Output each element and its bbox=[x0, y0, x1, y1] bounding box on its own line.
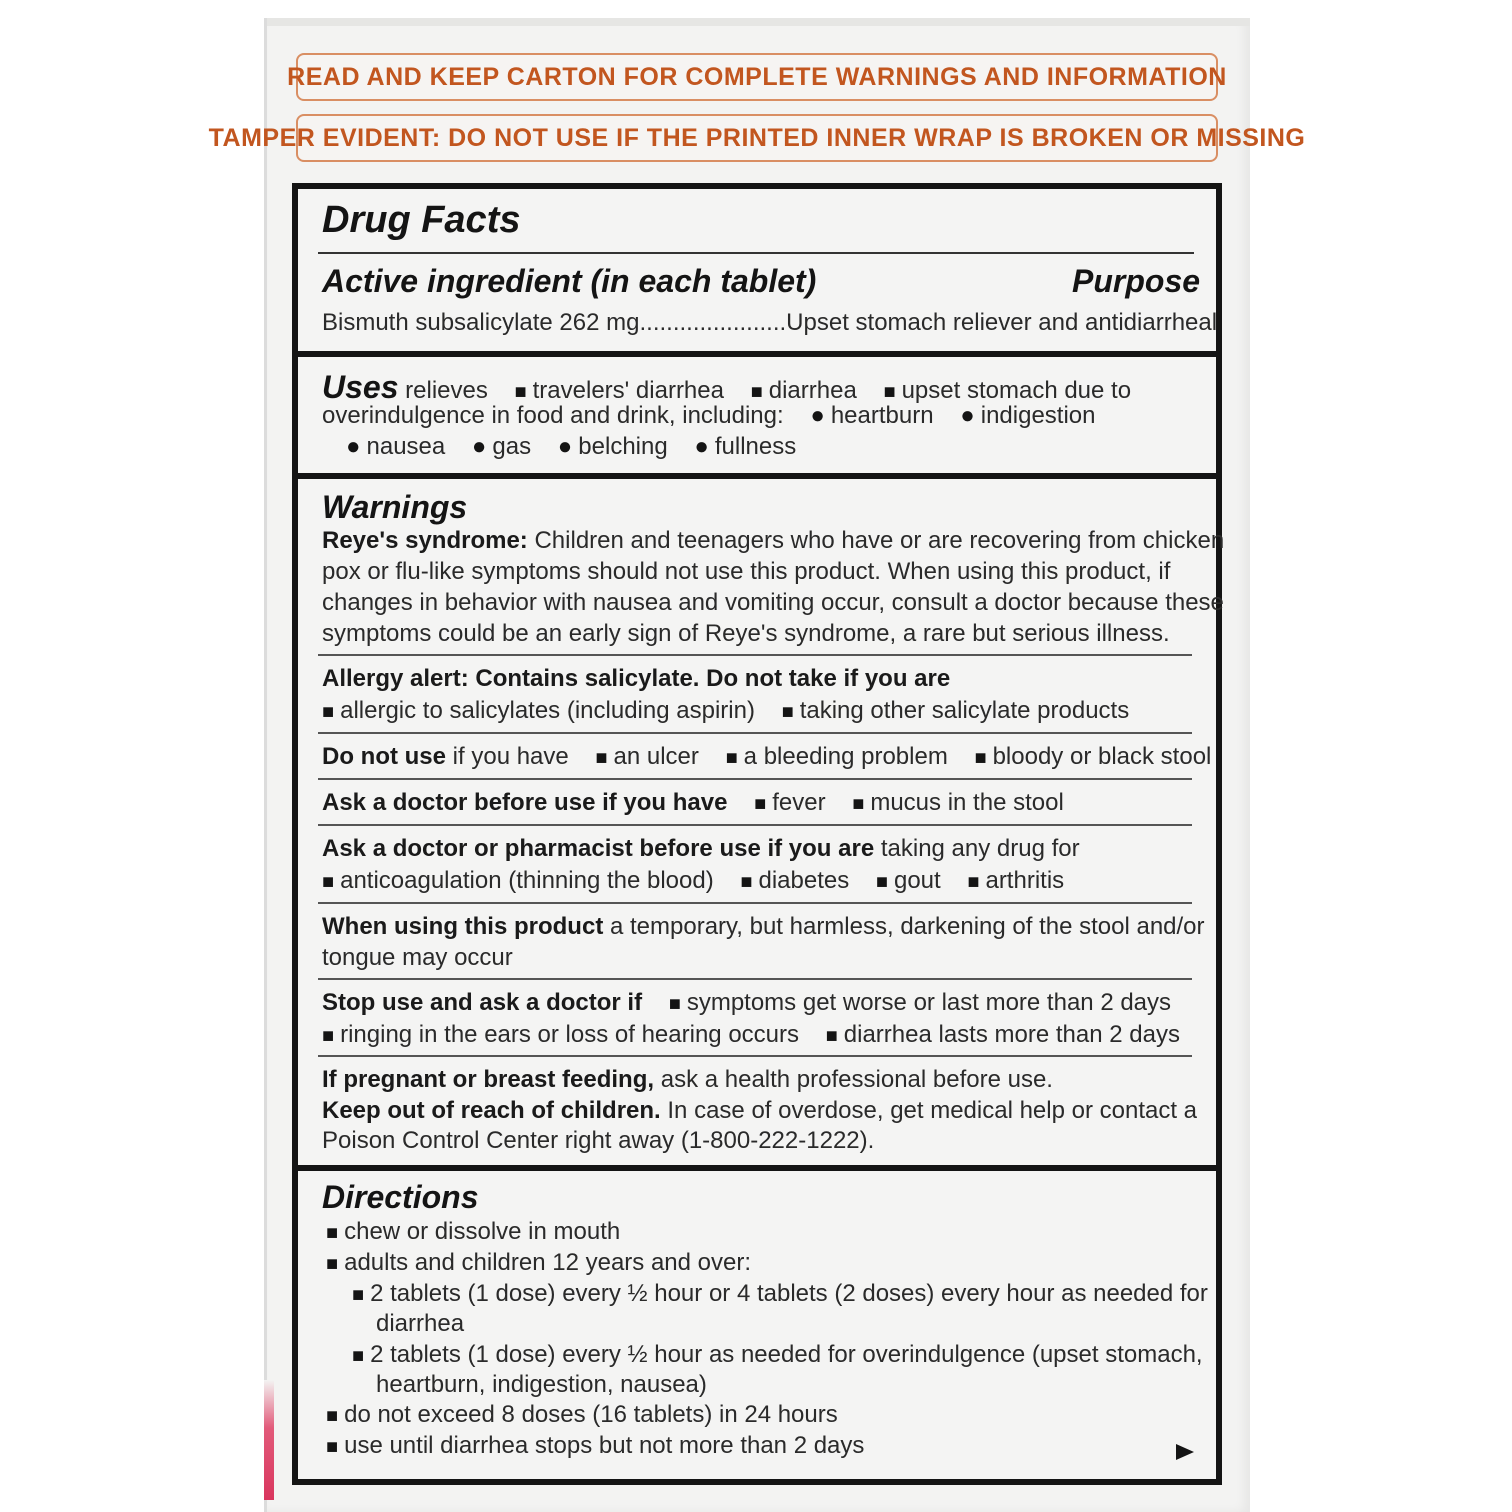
ask-doctor-label: Ask a doctor before use if you have bbox=[322, 789, 728, 816]
uses-item: belching bbox=[578, 433, 668, 460]
ask-pharmacist-line-2 bbox=[322, 866, 1064, 897]
warnings-heading: Warnings bbox=[322, 489, 468, 525]
direction-text: use until diarrhea stops but not more than 2 days bbox=[344, 1432, 865, 1459]
keep-out-line-2: Poison Control Center right away (1-800-222-1222). bbox=[322, 1127, 875, 1154]
do-not-use-item: a bleeding problem bbox=[743, 743, 948, 770]
uses-line-2 bbox=[322, 401, 1096, 431]
bullet-square-icon: ■ bbox=[595, 747, 608, 769]
active-ingredient-line: Bismuth subsalicylate 262 mg......................Upset stomach reliever and antidiarrheal bbox=[322, 309, 1218, 336]
ask-doctor-item: mucus in the stool bbox=[870, 789, 1064, 816]
bullet-square-icon: ■ bbox=[825, 1025, 838, 1047]
ask-doctor-item: fever bbox=[772, 789, 826, 816]
ask-pharmacist-line-1 bbox=[322, 834, 1080, 864]
reye-line-4: symptoms could be an early sign of Reye's syndrome, a rare but serious illness. bbox=[322, 620, 1170, 647]
uses-item: nausea bbox=[366, 433, 446, 460]
bullet-square-icon: ■ bbox=[852, 793, 865, 815]
reye-text: Children and teenagers who have or are recovering from chicken bbox=[534, 527, 1225, 554]
bullet-dot-icon: ● bbox=[557, 433, 573, 460]
direction-subitem bbox=[352, 1279, 1208, 1310]
bullet-dot-icon: ● bbox=[346, 433, 361, 460]
reye-line-2: pox or flu-like symptoms should not use this product. When using this product, if bbox=[322, 558, 1171, 585]
bullet-square-icon: ■ bbox=[322, 1025, 335, 1047]
ask-pharmacist-label: Ask a doctor or pharmacist before use if you are bbox=[322, 835, 875, 862]
bullet-square-icon: ■ bbox=[781, 701, 794, 723]
banner-text: READ AND KEEP CARTON FOR COMPLETE WARNINGS AND INFORMATION bbox=[287, 62, 1227, 91]
direction-text: chew or dissolve in mouth bbox=[344, 1218, 621, 1245]
stop-use-item: diarrhea lasts more than 2 days bbox=[843, 1021, 1180, 1048]
bullet-square-icon: ■ bbox=[326, 1253, 339, 1275]
bullet-square-icon: ■ bbox=[326, 1436, 339, 1458]
uses-item: travelers' diarrhea bbox=[532, 377, 724, 404]
bullet-dot-icon: ● bbox=[694, 433, 709, 460]
when-using-label: When using this product bbox=[322, 913, 604, 940]
do-not-use-item: an ulcer bbox=[613, 743, 699, 770]
warnings-divider bbox=[318, 732, 1192, 734]
direction-item bbox=[326, 1400, 838, 1431]
bullet-square-icon: ■ bbox=[740, 871, 753, 893]
keep-out-line-1 bbox=[322, 1096, 1197, 1126]
allergy-alert-label: Allergy alert: Contains salicylate. Do not take if you are bbox=[322, 665, 951, 692]
uses-item: fullness bbox=[714, 433, 797, 460]
purpose-heading: Purpose bbox=[1072, 263, 1201, 299]
bullet-dot-icon: ● bbox=[471, 433, 487, 460]
direction-item bbox=[326, 1248, 751, 1279]
ask-pharmacist-item: anticoagulation (thinning the blood) bbox=[340, 867, 714, 894]
warnings-divider bbox=[318, 902, 1192, 904]
bullet-dot-icon: ● bbox=[960, 402, 975, 429]
continue-arrow-icon bbox=[1176, 1444, 1194, 1460]
warnings-divider bbox=[318, 654, 1192, 656]
do-not-use-label: Do not use bbox=[322, 743, 446, 770]
stop-use-item: ringing in the ears or loss of hearing occurs bbox=[340, 1021, 799, 1048]
direction-text: 2 tablets (1 dose) every ½ hour as needed for overindulgence (upset stomach, bbox=[370, 1341, 1203, 1368]
stop-use-label: Stop use and ask a doctor if bbox=[322, 989, 643, 1016]
warnings-divider bbox=[318, 824, 1192, 826]
section-divider bbox=[298, 473, 1216, 479]
title-underline bbox=[318, 252, 1194, 254]
do-not-use-line bbox=[322, 742, 1211, 773]
keep-out-text: In case of overdose, get medical help or contact a bbox=[667, 1097, 1198, 1124]
uses-item: diarrhea bbox=[768, 377, 857, 404]
bullet-square-icon: ■ bbox=[514, 381, 527, 403]
ask-pharmacist-text: taking any drug for bbox=[880, 835, 1080, 862]
bullet-square-icon: ■ bbox=[326, 1405, 339, 1427]
directions-heading: Directions bbox=[322, 1179, 479, 1215]
drug-facts-title: Drug Facts bbox=[322, 199, 521, 241]
uses-heading: Uses bbox=[322, 369, 399, 405]
warnings-divider bbox=[318, 1055, 1192, 1057]
uses-text: overindulgence in food and drink, including: bbox=[322, 402, 784, 429]
pregnant-text: ask a health professional before use. bbox=[660, 1066, 1053, 1093]
bullet-square-icon: ■ bbox=[668, 993, 681, 1015]
uses-item: heartburn bbox=[830, 402, 934, 429]
section-divider bbox=[298, 351, 1216, 357]
reye-line-3: changes in behavior with nausea and vomiting occur, consult a doctor because these bbox=[322, 589, 1224, 616]
carton-side-edge bbox=[264, 1380, 274, 1500]
allergy-items bbox=[322, 696, 1129, 727]
stop-use-line-1 bbox=[322, 988, 1171, 1019]
allergy-item: allergic to salicylates (including aspirin) bbox=[340, 697, 755, 724]
banner-text: TAMPER EVIDENT: DO NOT USE IF THE PRINTED INNER WRAP IS BROKEN OR MISSING bbox=[208, 123, 1306, 152]
ask-pharmacist-item: arthritis bbox=[985, 867, 1065, 894]
reye-label: Reye's syndrome: bbox=[322, 527, 528, 554]
pregnant-line bbox=[322, 1065, 1053, 1095]
do-not-use-item: bloody or black stool bbox=[992, 743, 1212, 770]
stop-use-line-2 bbox=[322, 1020, 1180, 1051]
bullet-square-icon: ■ bbox=[974, 747, 987, 769]
bullet-square-icon: ■ bbox=[967, 871, 980, 893]
allergy-item: taking other salicylate products bbox=[799, 697, 1130, 724]
direction-text: do not exceed 8 doses (16 tablets) in 24 hours bbox=[344, 1401, 838, 1428]
direction-item bbox=[326, 1217, 620, 1248]
ask-pharmacist-item: gout bbox=[893, 867, 941, 894]
warning-banner-tamper bbox=[208, 114, 1306, 162]
when-using-line-2: tongue may occur bbox=[322, 944, 513, 971]
bullet-square-icon: ■ bbox=[322, 871, 335, 893]
when-using-text: a temporary, but harmless, darkening of the stool and/or bbox=[609, 913, 1205, 940]
warnings-divider bbox=[318, 778, 1192, 780]
bullet-square-icon: ■ bbox=[875, 871, 888, 893]
bullet-square-icon: ■ bbox=[352, 1345, 365, 1367]
bullet-square-icon: ■ bbox=[326, 1222, 339, 1244]
bullet-square-icon: ■ bbox=[754, 793, 767, 815]
warning-banner-read-keep bbox=[287, 53, 1227, 101]
direction-subitem-cont: heartburn, indigestion, nausea) bbox=[376, 1371, 707, 1398]
bullet-square-icon: ■ bbox=[750, 381, 763, 403]
uses-item: gas bbox=[492, 433, 532, 460]
direction-subitem bbox=[352, 1340, 1203, 1371]
direction-text: 2 tablets (1 dose) every ½ hour or 4 tablets (2 doses) every hour as needed for bbox=[370, 1280, 1208, 1307]
pregnant-label: If pregnant or breast feeding, bbox=[322, 1066, 655, 1093]
keep-out-label: Keep out of reach of children. bbox=[322, 1097, 661, 1124]
direction-text: adults and children 12 years and over: bbox=[344, 1249, 752, 1276]
uses-item: upset stomach due to bbox=[901, 377, 1132, 404]
do-not-use-text: if you have bbox=[452, 743, 569, 770]
bullet-dot-icon: ● bbox=[810, 402, 825, 429]
bullet-square-icon: ■ bbox=[725, 747, 738, 769]
warnings-divider bbox=[318, 978, 1192, 980]
direction-item bbox=[326, 1431, 864, 1462]
active-ingredient-heading: Active ingredient (in each tablet) bbox=[322, 263, 817, 299]
section-divider bbox=[298, 1165, 1216, 1171]
ask-pharmacist-item: diabetes bbox=[758, 867, 850, 894]
bullet-square-icon: ■ bbox=[352, 1284, 365, 1306]
stop-use-item: symptoms get worse or last more than 2 days bbox=[686, 989, 1172, 1016]
direction-subitem-cont: diarrhea bbox=[376, 1310, 465, 1337]
bullet-square-icon: ■ bbox=[883, 381, 896, 403]
bullet-square-icon: ■ bbox=[322, 701, 335, 723]
ask-doctor-line bbox=[322, 788, 1064, 819]
uses-item: indigestion bbox=[980, 402, 1096, 429]
when-using-line-1 bbox=[322, 912, 1205, 942]
uses-line-3 bbox=[346, 432, 796, 462]
reye-line-1 bbox=[322, 526, 1224, 556]
carton-top-edge bbox=[267, 18, 1250, 26]
uses-intro: relieves bbox=[405, 377, 488, 404]
